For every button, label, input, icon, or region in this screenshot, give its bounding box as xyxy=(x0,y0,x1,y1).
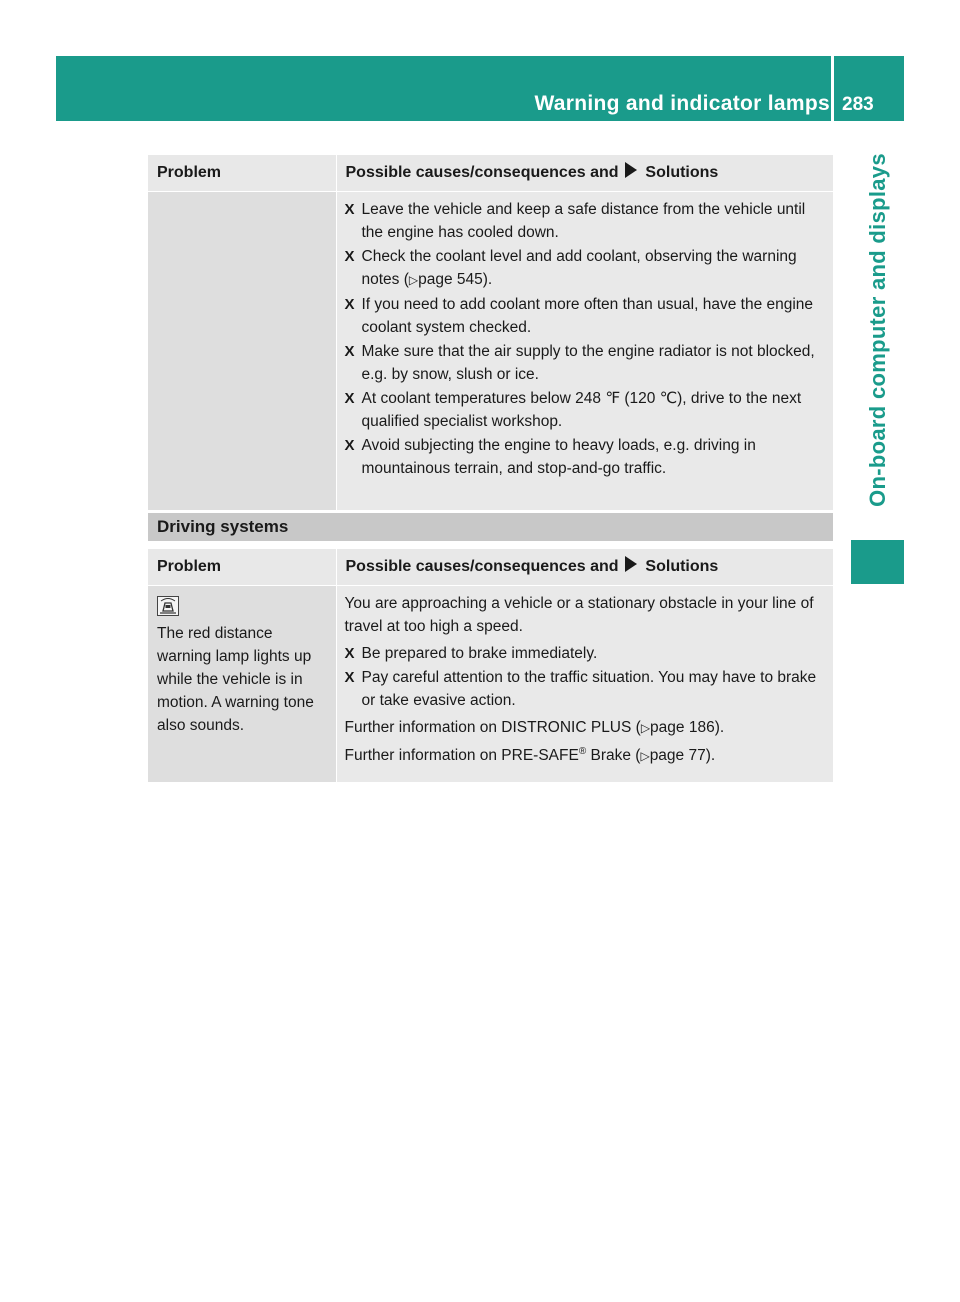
section-title: Driving systems xyxy=(157,517,289,536)
column-header-problem: Problem xyxy=(148,155,336,192)
driving-systems-table xyxy=(148,549,833,782)
header-bar xyxy=(56,56,904,121)
chapter-marker-block xyxy=(851,540,904,584)
x-arrow-icon: X xyxy=(344,390,355,407)
list-item: X Leave the vehicle and keep a safe distance from the vehicle until the engine has cooled down. xyxy=(345,198,828,244)
column-header-solutions-b: Solutions xyxy=(645,558,719,575)
x-arrow-icon: X xyxy=(344,645,355,662)
further-info-distronic: Further information on DISTRONIC PLUS (▷page 186). xyxy=(344,719,725,736)
solutions-cell xyxy=(336,586,833,783)
solutions-arrow-icon xyxy=(625,556,637,572)
header-divider xyxy=(831,56,834,121)
column-header-solutions xyxy=(336,549,833,586)
problem-cell xyxy=(148,192,336,510)
registered-mark: ® xyxy=(578,745,587,757)
page-ref-link[interactable]: page 545). xyxy=(418,271,493,288)
page-ref-icon: ▷ xyxy=(640,749,650,763)
list-item: X At coolant temperatures below 248 ℉ (120 ℃), drive to the next qualified specialist workshop. xyxy=(345,387,828,433)
column-header-solutions-a: Possible causes/consequences and xyxy=(345,558,619,575)
page-title: Warning and indicator lamps xyxy=(534,92,830,115)
column-header-solutions-b: Solutions xyxy=(645,164,719,181)
list-item: X Pay careful attention to the traffic situation. You may have to brake or take evasive action. xyxy=(345,666,828,712)
list-item: X Make sure that the air supply to the engine radiator is not blocked, e.g. by snow, slush or ice. xyxy=(345,340,828,386)
list-item: X Avoid subjecting the engine to heavy loads, e.g. driving in mountainous terrain, and stop-and-go traffic. xyxy=(345,434,828,480)
coolant-table xyxy=(148,155,833,510)
problem-text: The red distance warning lamp lights up while the vehicle is in motion. A warning tone also sounds. xyxy=(157,625,314,734)
x-arrow-icon: X xyxy=(344,343,355,360)
x-arrow-icon: X xyxy=(344,437,355,454)
solutions-cell xyxy=(336,192,833,510)
column-header-problem: Problem xyxy=(148,549,336,586)
problem-cell xyxy=(148,586,336,783)
list-item: X Check the coolant level and add coolant, observing the warning notes (▷page 545). xyxy=(345,245,828,292)
cause-text: You are approaching a vehicle or a stationary obstacle in your line of travel at too high a speed. xyxy=(344,595,814,635)
x-arrow-icon: X xyxy=(344,201,355,218)
list-item: X If you need to add coolant more often than usual, have the engine coolant system checked. xyxy=(345,293,828,339)
x-arrow-icon: X xyxy=(344,296,355,313)
x-arrow-icon: X xyxy=(344,248,355,265)
page-ref-icon: ▷ xyxy=(640,721,651,735)
further-info-presafe: Further information on PRE-SAFE® Brake (▷page 77). xyxy=(344,745,716,764)
column-header-solutions xyxy=(336,155,833,192)
column-header-solutions-a: Possible causes/consequences and xyxy=(345,164,619,181)
section-header xyxy=(148,513,833,541)
x-arrow-icon: X xyxy=(344,669,355,686)
solutions-arrow-icon xyxy=(625,162,637,178)
page-number: 283 xyxy=(842,94,874,115)
list-item: X Be prepared to brake immediately. xyxy=(345,642,828,665)
chapter-label: On-board computer and displays xyxy=(865,153,890,507)
page-ref-link[interactable]: page 77). xyxy=(649,747,716,764)
page-ref-link[interactable]: page 186). xyxy=(650,719,725,736)
distance-warning-lamp-icon xyxy=(157,596,179,616)
page-ref-icon: ▷ xyxy=(408,273,419,287)
